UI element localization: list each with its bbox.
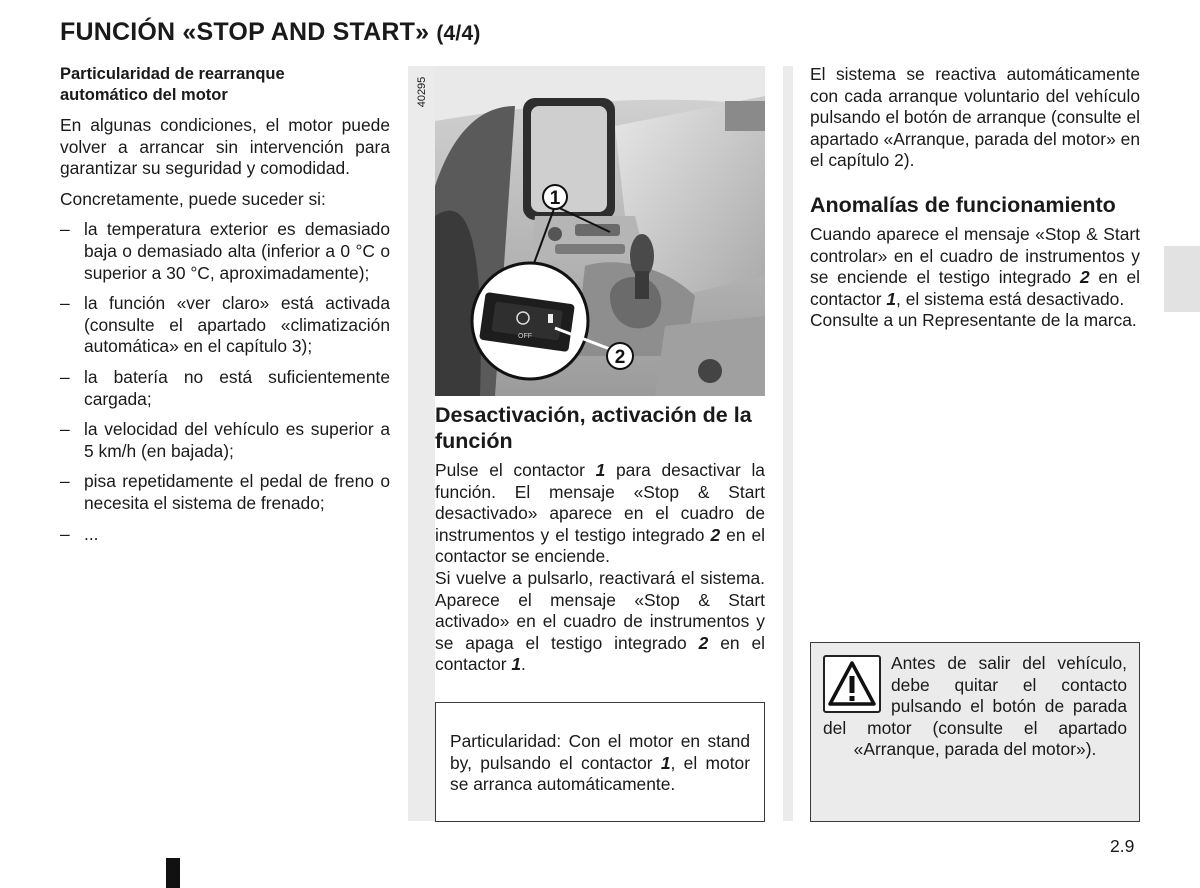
ref-number: 2 xyxy=(710,524,721,545)
ref-number: 1 xyxy=(595,460,606,480)
dashboard-svg xyxy=(435,66,765,396)
text-run: . xyxy=(521,654,526,675)
crop-mark xyxy=(166,858,180,888)
conditions-intro: Concretamente, puede suceder si: xyxy=(60,188,326,209)
dealer-paragraph: Consulte a un Representante de la marca. xyxy=(810,310,1137,331)
ref-number: 2 xyxy=(1079,267,1090,288)
ref-number: 1 xyxy=(886,288,897,309)
anomalies-paragraph xyxy=(810,224,1140,310)
ref-number: 1 xyxy=(660,752,671,773)
title-part: (4/4) xyxy=(436,22,481,45)
note-text xyxy=(450,731,750,796)
note-box xyxy=(435,702,765,822)
text-run: para desactivar la función. El mensaje «Stop & Start desactivado» aparece en el cuadro de instrumentos y el testigo integrado xyxy=(435,460,765,545)
list-item: – la batería no está suficientemente cargada; xyxy=(60,367,390,410)
subtitle-line-1: Particularidad de rearranque xyxy=(60,65,285,83)
column-right xyxy=(810,64,1140,332)
ref-number: 1 xyxy=(511,654,522,675)
list-item: – la velocidad del vehículo es superior a 5 km/h (en bajada); xyxy=(60,419,390,462)
figure-code-text: 40295 xyxy=(416,76,428,108)
text-run: en el contactor xyxy=(435,632,765,675)
list-item: – la función «ver claro» está activada (consulte el apartado «climatización automática» en el capítulo 3); xyxy=(60,293,390,358)
section-heading-deactivation: Desactivación, activación de la función xyxy=(435,403,752,453)
subtitle-line-2: automático del motor xyxy=(60,86,228,104)
chapter-tab xyxy=(1164,246,1200,312)
callout-1: 1 xyxy=(549,188,561,209)
text-run: Si vuelve a pulsarlo, reactivará el sistema. Aparece el mensaje «Stop & Start activado» en el cuadro de instrumentos y se apaga el testigo integrado xyxy=(435,567,765,653)
column-shade-left xyxy=(408,66,435,821)
text-run: Particularidad: Con el motor en stand by, pulsando el contactor xyxy=(450,731,750,773)
warning-text: Antes de salir del vehículo, debe quitar el contacto pulsando el botón de parada del motor (consulte el apartado «Arranque, parada del motor»). xyxy=(823,653,1127,760)
intro-paragraph: En algunas condiciones, el motor puede volver a arrancar sin intervención para garantizar su seguridad y comodidad. xyxy=(60,115,390,179)
section-subtitle xyxy=(60,64,390,106)
list-item: – ... xyxy=(60,524,390,546)
conditions-list xyxy=(60,219,390,545)
list-item: – la temperatura exterior es demasiado baja o demasiado alta (inferior a 0 °C o superior a 30 °C, aproximadamente); xyxy=(60,219,390,284)
column-left xyxy=(60,64,390,554)
button-off-text: OFF xyxy=(518,333,532,340)
page-number: 2.9 xyxy=(1110,836,1135,856)
text-run: , el sistema está desactivado. xyxy=(896,288,1125,309)
warning-box xyxy=(810,642,1140,822)
dashboard-illustration xyxy=(435,66,765,396)
column-shade-right xyxy=(783,66,793,821)
warning-icon xyxy=(823,655,881,713)
callout-2: 2 xyxy=(614,347,626,368)
ref-number: 2 xyxy=(698,632,709,653)
text-run: Pulse el contactor xyxy=(435,460,596,480)
column-middle xyxy=(435,402,765,676)
deactivation-paragraph xyxy=(435,460,765,568)
figure-code xyxy=(412,74,432,116)
text-run: en el contactor xyxy=(810,267,1140,309)
title-main: FUNCIÓN «STOP AND START» xyxy=(60,18,430,46)
text-run: en el contactor se enciende. xyxy=(435,524,766,567)
text-run: , el motor se arranca automáticamente. xyxy=(450,752,750,795)
section-heading-anomalies: Anomalías de funcionamiento xyxy=(810,192,1116,217)
text-run: Cuando aparece el mensaje «Stop & Start controlar» en el cuadro de instrumentos y se enciende el testigo integrado xyxy=(810,223,1140,288)
list-item: – pisa repetidamente el pedal de freno o necesita el sistema de frenado; xyxy=(60,471,390,514)
page-title xyxy=(60,18,481,47)
reactivation-info: El sistema se reactiva automáticamente con cada arranque voluntario del vehículo pulsando el botón de arranque (consulte el apartado «Arranque, parada del motor» en el capítulo 2). xyxy=(810,64,1140,171)
reactivation-paragraph xyxy=(435,568,765,676)
